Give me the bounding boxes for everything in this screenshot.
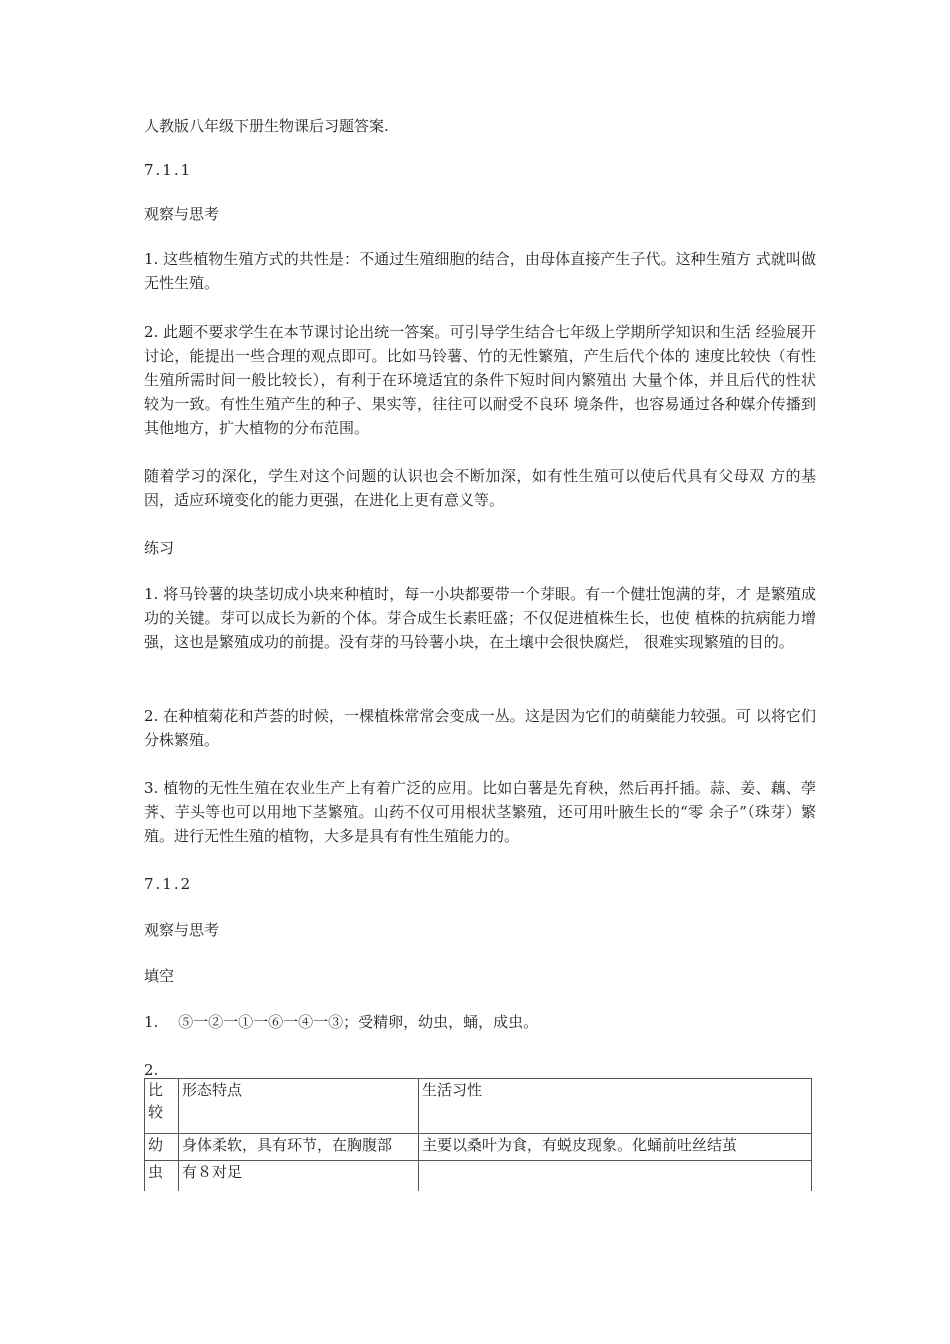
answer-paragraph-3: 随着学习的深化，学生对这个问题的认识也会不断加深，如有性生殖可以使后代具有父母双 方的基因，适应环境变化的能力更强，在进化上更有意义等。 [144,467,816,509]
table-cell: 幼 [145,1134,179,1161]
heading-exercise: 练习 [144,539,175,557]
section-number-7-1-2: 7.1.2 [144,875,193,893]
table-header-compare: 比较 [145,1079,179,1134]
table-cell: 虫 [145,1161,179,1192]
heading-observe-think: 观察与思考 [144,205,220,223]
table-header-habits: 生活习性 [419,1079,812,1134]
table-row [145,1134,812,1161]
table-cell: 身体柔软，具有环节，在胸腹部 [179,1134,419,1161]
answer-paragraph-1: 1. 这些植物生殖方式的共性是：不通过生殖细胞的结合，由母体直接产生子代。这种生殖方 式就叫做无性生殖。 [144,250,816,292]
heading-observe-think-2: 观察与思考 [144,921,220,939]
exercise-answer-3: 3. 植物的无性生殖在农业生产上有着广泛的应用。比如白薯是先育秧，然后再扦插。蒜、姜、藕、荸荠、芋头等也可以用地下茎繁殖。山药不仅可用根状茎繁殖，还可用叶腋生长的“零 余子”（珠芽）繁殖。进行无性生殖的植物，大多是具有有性生殖能力的。 [144,779,816,845]
exercise-answer-1: 1. 将马铃薯的块茎切成小块来种植时，每一小块都要带一个芽眼。有一个健壮饱满的芽，才 是繁殖成功的关键。芽可以成长为新的个体。芽合成生长素旺盛；不仅促进植株生长，也使 植株的抗病能力增强，这也是繁殖成功的前提。没有芽的马铃薯小块，在土壤中会很快腐烂， 很难实现繁殖的目的。 [144,585,816,651]
table-cell: 主要以桑叶为食，有蜕皮现象。化蛹前吐丝结茧 [419,1134,812,1161]
table-cell [419,1161,812,1192]
exercise-answer-2: 2. 在种植菊花和芦荟的时候，一棵植株常常会变成一丛。这是因为它们的萌蘖能力较强。可 以将它们分株繁殖。 [144,707,816,749]
comparison-table [144,1078,812,1191]
table-header-row [145,1079,812,1134]
table-row [145,1161,812,1192]
fill-answer-2-label: 2. [144,1061,159,1079]
document-title: 人教版八年级下册生物课后习题答案. [144,117,389,135]
heading-fill-blank: 填空 [144,967,175,985]
table-header-morphology: 形态特点 [179,1079,419,1134]
answer-paragraph-2: 2. 此题不要求学生在本节课讨论出统一答案。可引导学生结合七年级上学期所学知识和生活 经验展开讨论，能提出一些合理的观点即可。比如马铃薯、竹的无性繁殖，产生后代个体的 速度比较快（有性生殖所需时间一般比较长），有利于在环境适宜的条件下短时间内繁殖出 大量个体，并且后代的性状较为一致。有性生殖产生的种子、果实等，往往可以耐受不良环 境条件，也容易通过各种媒介传播到其他地方，扩大植物的分布范围。 [144,323,816,437]
fill-answer-1: 1. ⑤一②一①一⑥一④一③；受精卵，幼虫，蛹，成虫。 [144,1013,539,1031]
section-number-7-1-1: 7.1.1 [144,161,193,179]
table-cell: 有８对足 [179,1161,419,1192]
